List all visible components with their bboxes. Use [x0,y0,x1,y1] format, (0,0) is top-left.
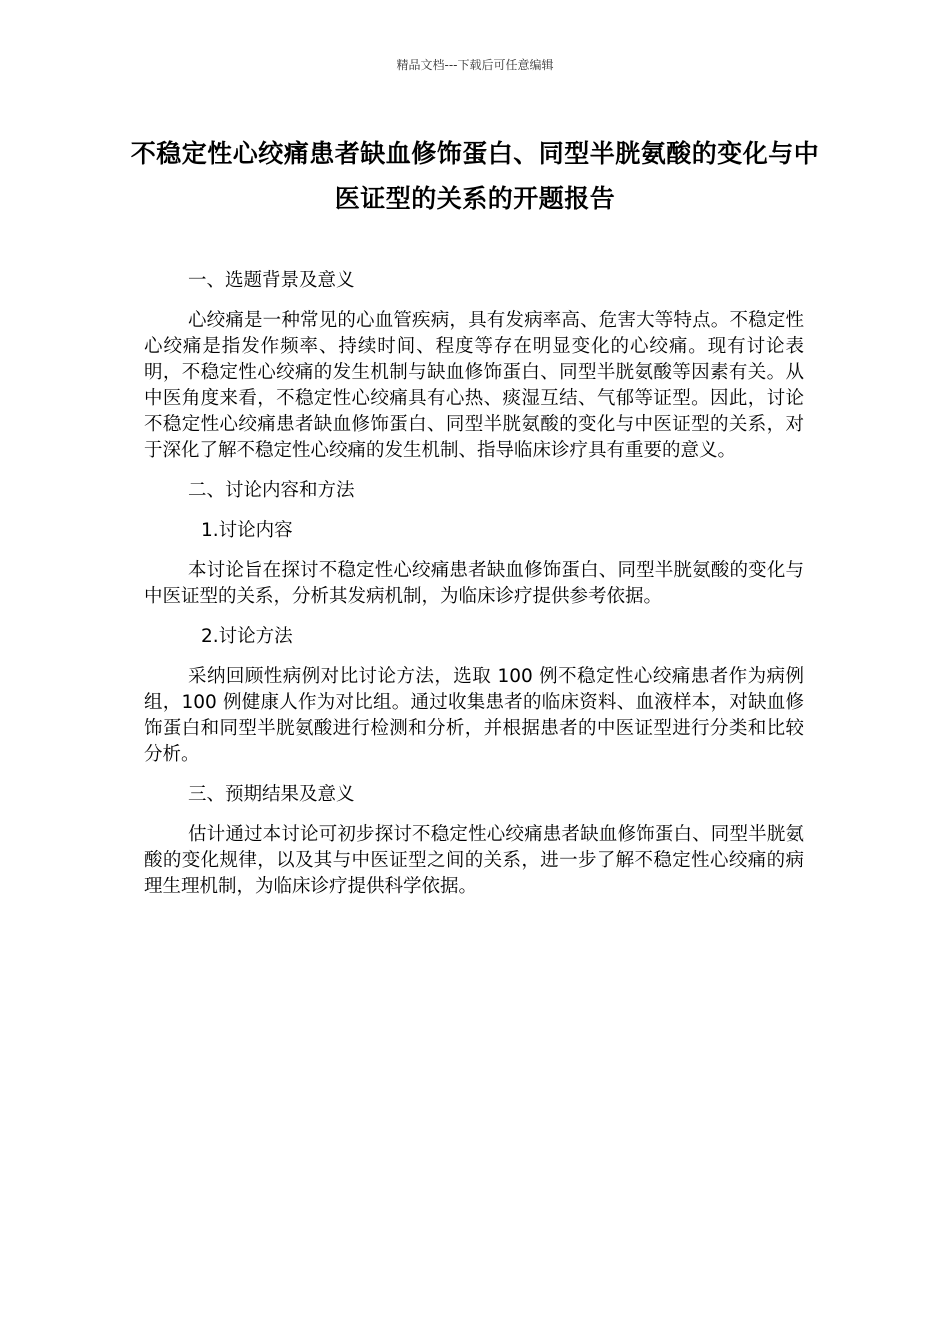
section-heading-content-methods: 二、讨论内容和方法 [188,480,355,501]
document-body [144,268,804,914]
paragraph-content: 本讨论旨在探讨不稳定性心绞痛患者缺血修饰蛋白、同型半胱氨酸的变化与中医证型的关系，分析其发病机制，为临床诊疗提供参考依据。 [144,560,804,607]
subheading-methods: 2.讨论方法 [201,626,293,647]
section-heading-expected-results: 三、预期结果及意义 [188,784,355,805]
section-heading-background: 一、选题背景及意义 [188,270,355,291]
page-header: 精品文档---下载后可任意编辑 [396,58,554,72]
paragraph-background: 心绞痛是一种常见的心血管疾病，具有发病率高、危害大等特点。不稳定性心绞痛是指发作频率、持续时间、程度等存在明显变化的心绞痛。现有讨论表明，不稳定性心绞痛的发生机制与缺血修饰蛋白、同型半胱氨酸等因素有关。从中医角度来看，不稳定性心绞痛具有心热、痰湿互结、气郁等证型。因此，讨论不稳定性心绞痛患者缺血修饰蛋白、同型半胱氨酸的变化与中医证型的关系，对于深化了解不稳定性心绞痛的发生机制、指导临床诊疗具有重要的意义。 [144,310,804,461]
paragraph-methods: 采纳回顾性病例对比讨论方法，选取 100 例不稳定性心绞痛患者作为病例组，100 例健康人作为对比组。通过收集患者的临床资料、血液样本，对缺血修饰蛋白和同型半胱氨酸进行检测和分析，并根据患者的中医证型进行分类和比较分析。 [144,666,804,765]
subheading-content: 1.讨论内容 [201,520,293,541]
paragraph-expected-results: 估计通过本讨论可初步探讨不稳定性心绞痛患者缺血修饰蛋白、同型半胱氨酸的变化规律，以及其与中医证型之间的关系，进一步了解不稳定性心绞痛的病理生理机制，为临床诊疗提供科学依据。 [144,824,804,897]
document-title: 不稳定性心绞痛患者缺血修饰蛋白、同型半胱氨酸的变化与中医证型的关系的开题报告 [130,139,820,213]
